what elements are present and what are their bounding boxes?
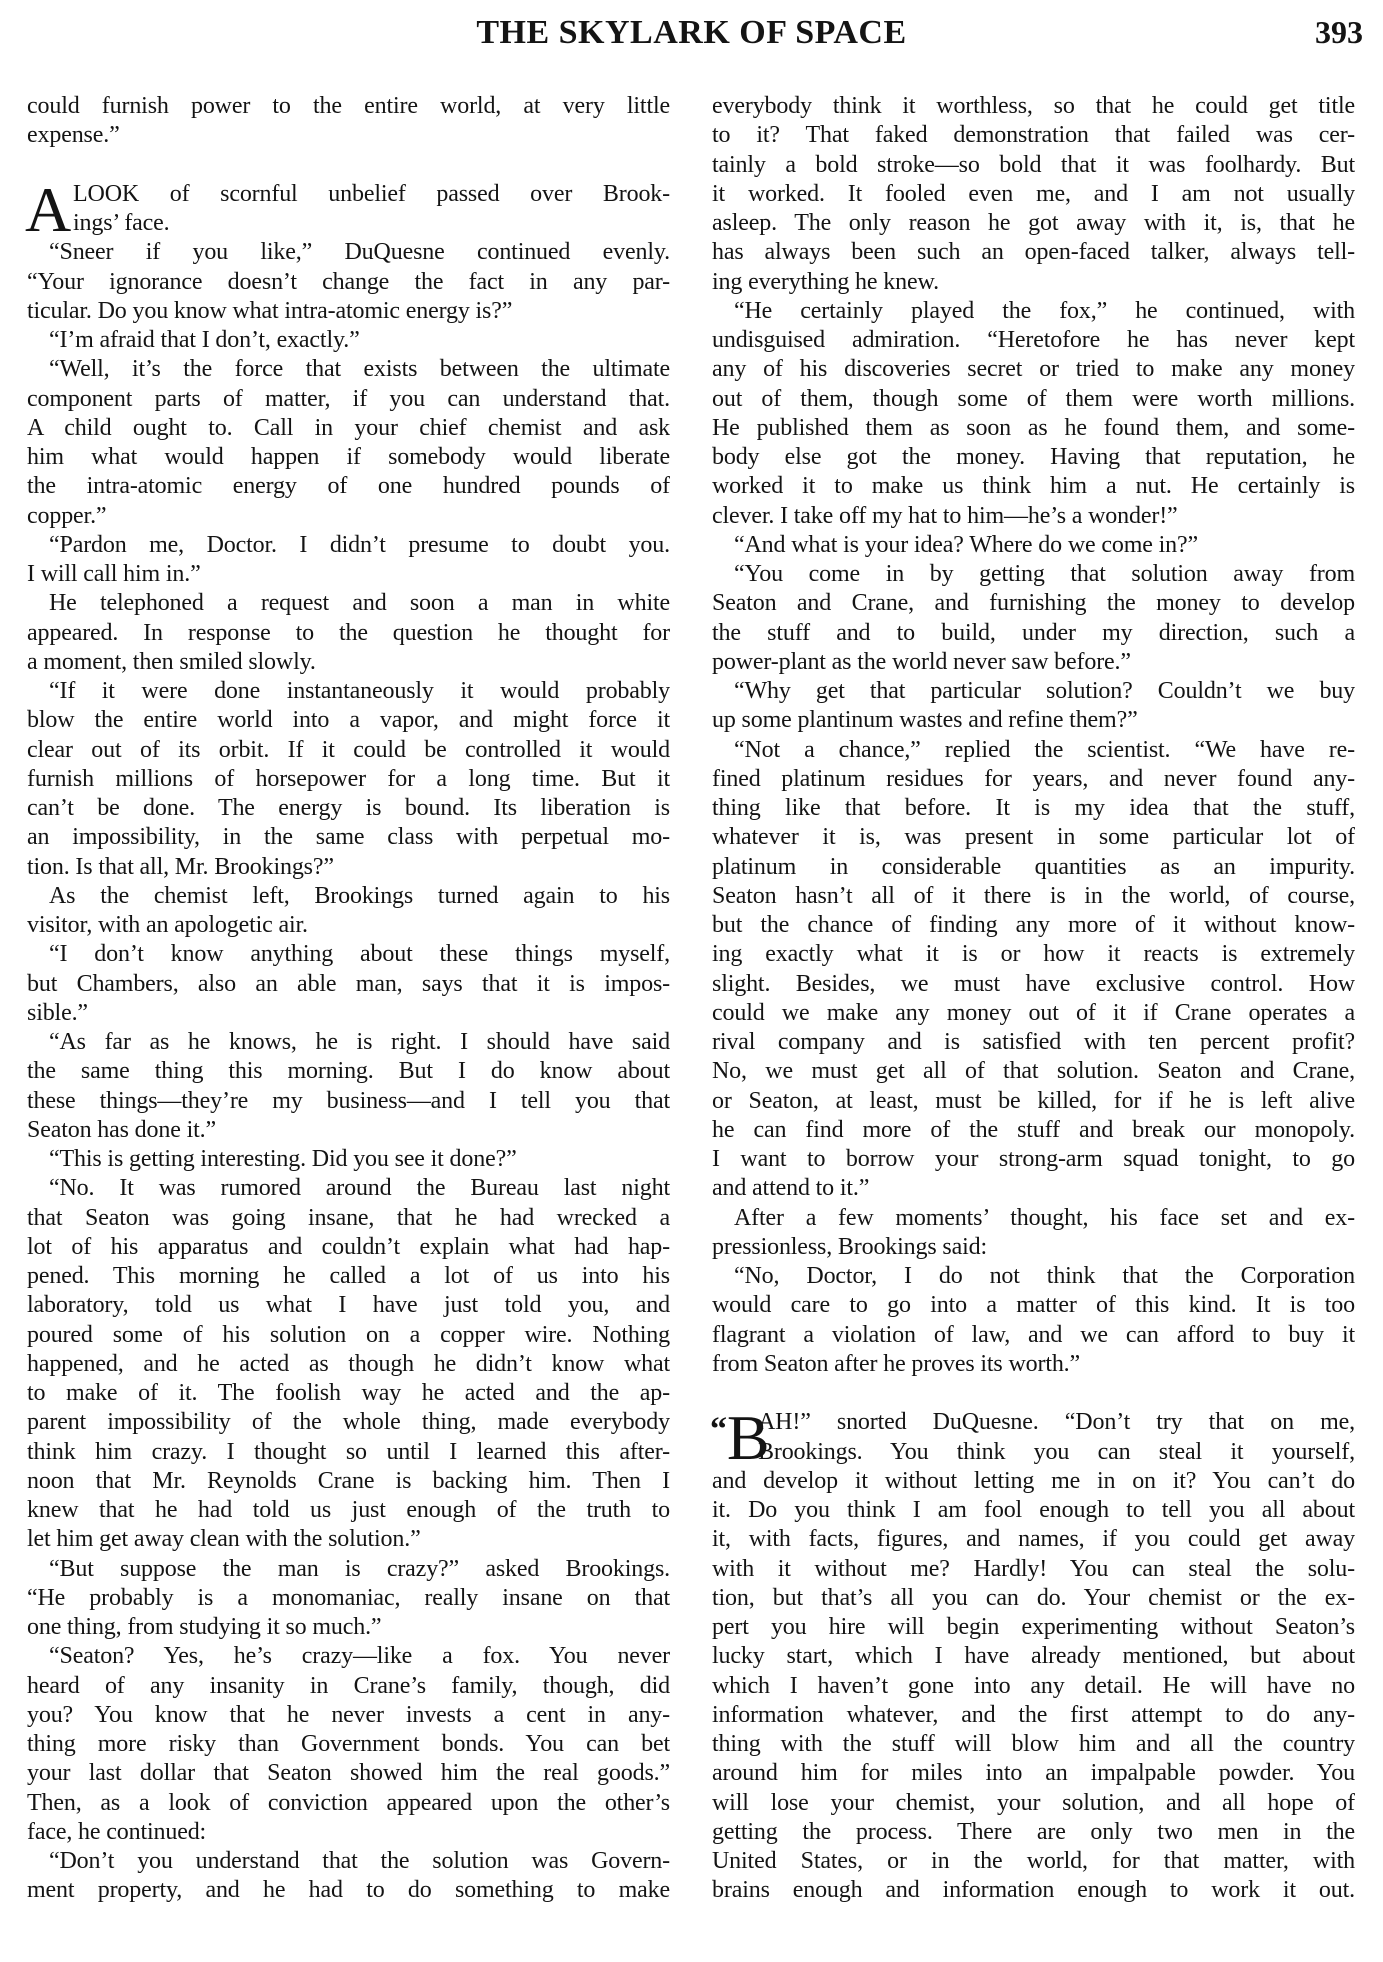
text-line: could we make any money out of it if Crane operates a <box>712 999 1355 1026</box>
text-line: and develop it without letting me in on it? You can’t do <box>712 1467 1355 1494</box>
text-line: or Seaton, at least, must be killed, for if he is left alive <box>712 1087 1355 1114</box>
left-column <box>27 92 670 1906</box>
text-line: a moment, then smiled slowly. <box>27 648 316 675</box>
text-line: pened. This morning he called a lot of us into his <box>27 1263 670 1289</box>
text-line: happened, and he acted as though he didn’t know what <box>27 1350 670 1377</box>
text-line: “No. It was rumored around the Bureau last night <box>49 1175 670 1202</box>
text-line: ing exactly what it is or how it reacts is extremely <box>712 941 1355 968</box>
text-line: ment property, and he had to do something to make <box>27 1877 670 1904</box>
text-line: I will call him in.” <box>27 561 201 587</box>
text-line: “If it were done instantaneously it would probably <box>49 678 670 704</box>
text-line: thing more risky than Government bonds. You can bet <box>27 1731 670 1757</box>
right-column <box>712 92 1355 1906</box>
paragraph <box>712 297 1355 531</box>
text-line: “And what is your idea? Where do we come in?” <box>734 531 1198 558</box>
text-line: tion. Is that all, Mr. Brookings?” <box>27 853 334 880</box>
text-line: Then, as a look of conviction appeared upon the other’s <box>27 1789 670 1816</box>
paragraph <box>27 1145 670 1174</box>
text-line: appeared. In response to the question he thought for <box>27 619 670 646</box>
paragraph <box>27 940 670 1028</box>
text-line: an impossibility, in the same class with perpetual mo- <box>27 824 670 851</box>
drop-cap <box>25 173 72 245</box>
text-line: think him crazy. I thought so until I learned this after- <box>27 1438 670 1465</box>
text-line: pressionless, Brookings said: <box>712 1233 987 1260</box>
text-line: “No, Doctor, I do not think that the Corporation <box>734 1263 1355 1289</box>
text-line: slight. Besides, we must have exclusive control. How <box>712 970 1355 997</box>
text-line: poured some of his solution on a copper wire. Nothing <box>27 1321 670 1348</box>
text-line: face, he continued: <box>27 1818 207 1845</box>
text-line: it worked. It fooled even me, and I am not usually <box>712 180 1355 207</box>
text-line: “Well, it’s the force that exists between the ultimate <box>49 356 670 383</box>
text-line: information whatever, and the first attempt to do any- <box>712 1701 1355 1728</box>
text-line: “Why get that particular solution? Couldn’t we buy <box>734 678 1355 704</box>
text-line: to it? That faked demonstration that failed was cer- <box>712 122 1355 149</box>
paragraph <box>27 355 670 531</box>
text-line: the stuff and to build, under my direction, such a <box>712 619 1355 646</box>
text-line: worked it to make us think him a nut. He certainly is <box>712 473 1355 500</box>
text-line: “I don’t know anything about these things myself, <box>49 941 670 968</box>
paragraph <box>27 92 670 151</box>
text-line: flagrant a violation of law, and we can afford to buy it <box>712 1321 1355 1348</box>
paragraph <box>712 560 1355 677</box>
text-line: let him get away clean with the solution.” <box>27 1526 421 1553</box>
text-line: “Sneer if you like,” DuQuesne continued evenly. <box>49 239 670 266</box>
text-line: No, we must get all of that solution. Seaton and Crane, <box>712 1058 1355 1085</box>
text-line: LOOK of scornful unbelief passed over Brook- <box>73 180 670 207</box>
text-line: component parts of matter, if you can understand that. <box>27 385 670 412</box>
text-line: AH!” snorted DuQuesne. “Don’t try that on me, <box>758 1409 1355 1436</box>
text-line: these things—they’re my business—and I tell you that <box>27 1087 670 1114</box>
text-line: undisguised admiration. “Heretofore he has never kept <box>712 327 1355 353</box>
text-line: “This is getting interesting. Did you see it done?” <box>49 1146 517 1172</box>
text-line: could furnish power to the entire world, at very little <box>27 93 670 119</box>
text-line: tainly a bold stroke—so bold that it was foolhardy. But <box>712 151 1355 178</box>
text-line: ticular. Do you know what intra-atomic energy is?” <box>27 297 513 324</box>
text-line: to make of it. The foolish way he acted and the ap- <box>27 1380 670 1406</box>
drop-cap-quote: “ <box>710 1411 727 1449</box>
paragraph <box>27 1028 670 1145</box>
text-line: I want to borrow your strong-arm squad tonight, to go <box>712 1146 1355 1172</box>
text-line: “As far as he knows, he is right. I should have said <box>49 1029 670 1055</box>
text-line: expense.” <box>27 122 120 149</box>
text-line: clear out of its orbit. If it could be controlled it would <box>27 736 670 763</box>
text-line: from Seaton after he proves its worth.” <box>712 1350 1081 1377</box>
text-line: “Pardon me, Doctor. I didn’t presume to doubt you. <box>49 531 670 558</box>
text-line: He telephoned a request and soon a man in white <box>49 590 670 617</box>
text-line: ing everything he knew. <box>712 268 939 295</box>
text-line: After a few moments’ thought, his face set and ex- <box>734 1204 1355 1231</box>
paragraph <box>27 1174 670 1554</box>
page-number: 393 <box>1315 14 1363 50</box>
text-line: furnish millions of horsepower for a long time. But it <box>27 765 670 792</box>
paragraph <box>27 589 670 677</box>
text-line: “Your ignorance doesn’t change the fact in any par- <box>27 268 670 295</box>
text-line: Seaton hasn’t all of it there is in the world, of course, <box>712 882 1355 909</box>
text-line: “You come in by getting that solution away from <box>734 561 1355 587</box>
text-line: thing like that before. It is my idea that the stuff, <box>712 795 1355 821</box>
text-line: whatever it is, was present in some particular lot of <box>712 824 1355 851</box>
drop-cap-letter: A <box>25 173 72 245</box>
text-line: but Chambers, also an able man, says that it is impos- <box>27 970 670 997</box>
text-line: visitor, with an apologetic air. <box>27 912 308 938</box>
dropcap-paragraph <box>25 173 670 245</box>
text-line: United States, or in the world, for that matter, with <box>712 1848 1355 1874</box>
text-line: parent impossibility of the whole thing, made everybody <box>27 1409 670 1436</box>
text-line: Seaton has done it.” <box>27 1116 216 1143</box>
text-line: tion, but that’s all you can do. Your chemist or the ex- <box>712 1584 1355 1611</box>
text-line: but the chance of finding any more of it without know- <box>712 912 1355 938</box>
drop-cap-letter: B <box>726 1402 770 1474</box>
text-line: lucky start, which I have already mentioned, but about <box>712 1643 1355 1670</box>
text-line: Seaton and Crane, and furnishing the money to develop <box>712 590 1355 617</box>
text-line: “Don’t you understand that the solution was Govern- <box>49 1848 670 1874</box>
text-line: pert you hire will begin experimenting without Seaton’s <box>712 1614 1355 1640</box>
text-line: would care to go into a matter of this kind. It is too <box>712 1292 1355 1319</box>
text-line: he can find more of the stuff and break our monopoly. <box>712 1116 1355 1143</box>
text-line: with it without me? Hardly! You can steal the solu- <box>712 1555 1355 1582</box>
text-line: has always been such an open-faced talker, always tell- <box>712 239 1355 266</box>
text-line: him what would happen if somebody would liberate <box>27 444 670 470</box>
text-line: one thing, from studying it so much.” <box>27 1614 382 1640</box>
text-line: any of his discoveries secret or tried to make any money <box>712 356 1355 383</box>
text-line: out of them, though some of them were worth millions. <box>712 385 1355 412</box>
text-line: lot of his apparatus and couldn’t explain what had hap- <box>27 1233 670 1260</box>
text-line: around him for miles into an impalpable powder. You <box>712 1760 1355 1787</box>
text-line: “He certainly played the fox,” he continued, with <box>734 297 1355 324</box>
text-line: the intra-atomic energy of one hundred pounds of <box>27 473 670 500</box>
text-line: you? You know that he never invests a cent in any- <box>27 1701 670 1728</box>
text-line: can’t be done. The energy is bound. Its liberation is <box>27 795 670 821</box>
text-line: it. Do you think I am fool enough to tell you all about <box>712 1497 1355 1523</box>
paragraph <box>27 1642 670 1847</box>
text-line: “Not a chance,” replied the scientist. “We have re- <box>734 736 1355 763</box>
text-line: the same thing this morning. But I do know about <box>27 1058 670 1085</box>
paragraph <box>27 238 670 326</box>
text-line: brains enough and information enough to work it out. <box>712 1877 1355 1904</box>
text-line: Brookings. You think you can steal it yourself, <box>758 1438 1355 1465</box>
text-line: rival company and is satisfied with ten percent profit? <box>712 1029 1355 1055</box>
paragraph <box>712 677 1355 736</box>
text-line: heard of any insanity in Crane’s family, though, did <box>27 1672 670 1699</box>
text-line: asleep. The only reason he got away with it, is, that he <box>712 210 1355 236</box>
text-line: fined platinum residues for years, and never found any- <box>712 765 1355 792</box>
text-line: laboratory, told us what I have just told you, and <box>27 1292 670 1319</box>
text-line: thing with the stuff will blow him and all the country <box>712 1731 1355 1757</box>
text-line: knew that he had told us just enough of the truth to <box>27 1497 670 1523</box>
text-line: and attend to it.” <box>712 1175 870 1202</box>
text-line: “Seaton? Yes, he’s crazy—like a fox. You never <box>49 1643 670 1670</box>
paragraph <box>712 1204 1355 1263</box>
text-line: A child ought to. Call in your chief chemist and ask <box>27 414 670 441</box>
paragraph <box>27 1847 670 1906</box>
text-line: “But suppose the man is crazy?” asked Brookings. <box>49 1555 670 1582</box>
running-title: THE SKYLARK OF SPACE <box>476 14 907 51</box>
paragraph <box>27 882 670 941</box>
text-line: “He probably is a monomaniac, really insane on that <box>27 1584 670 1611</box>
text-line: body else got the money. Having that reputation, he <box>712 444 1355 470</box>
text-line: platinum in considerable quantities as an impurity. <box>712 853 1355 880</box>
text-line: As the chemist left, Brookings turned again to his <box>49 882 670 909</box>
text-line: copper.” <box>27 502 107 529</box>
paragraph <box>712 736 1355 1204</box>
text-line: power-plant as the world never saw before.” <box>712 648 1131 675</box>
paragraph <box>27 1555 670 1643</box>
text-line: ings’ face. <box>73 210 170 236</box>
paragraph <box>27 677 670 882</box>
text-line: everybody think it worthless, so that he could get title <box>712 93 1355 119</box>
text-line: up some plantinum wastes and refine them?” <box>712 707 1138 734</box>
paragraph <box>712 531 1355 560</box>
paragraph <box>27 531 670 590</box>
text-line: “I’m afraid that I don’t, exactly.” <box>49 327 360 353</box>
paragraph <box>27 326 670 355</box>
dropcap-paragraph <box>710 1402 1355 1905</box>
text-line: clever. I take off my hat to him—he’s a wonder!” <box>712 502 1178 529</box>
text-line: blow the entire world into a vapor, and might force it <box>27 707 670 734</box>
text-line: your last dollar that Seaton showed him the real goods.” <box>27 1760 670 1787</box>
text-line: it, with facts, figures, and names, if you could get away <box>712 1526 1355 1553</box>
paragraph <box>712 1262 1355 1379</box>
drop-cap <box>710 1402 770 1474</box>
text-line: which I haven’t gone into any detail. He will have no <box>712 1672 1355 1699</box>
text-line: He published them as soon as he found them, and some- <box>712 414 1355 441</box>
paragraph <box>712 92 1355 297</box>
text-line: sible.” <box>27 999 88 1026</box>
text-line: getting the process. There are only two men in the <box>712 1818 1355 1845</box>
text-line: that Seaton was going insane, that he had wrecked a <box>27 1204 670 1231</box>
text-line: noon that Mr. Reynolds Crane is backing him. Then I <box>27 1467 670 1494</box>
text-line: will lose your chemist, your solution, and all hope of <box>712 1789 1355 1816</box>
